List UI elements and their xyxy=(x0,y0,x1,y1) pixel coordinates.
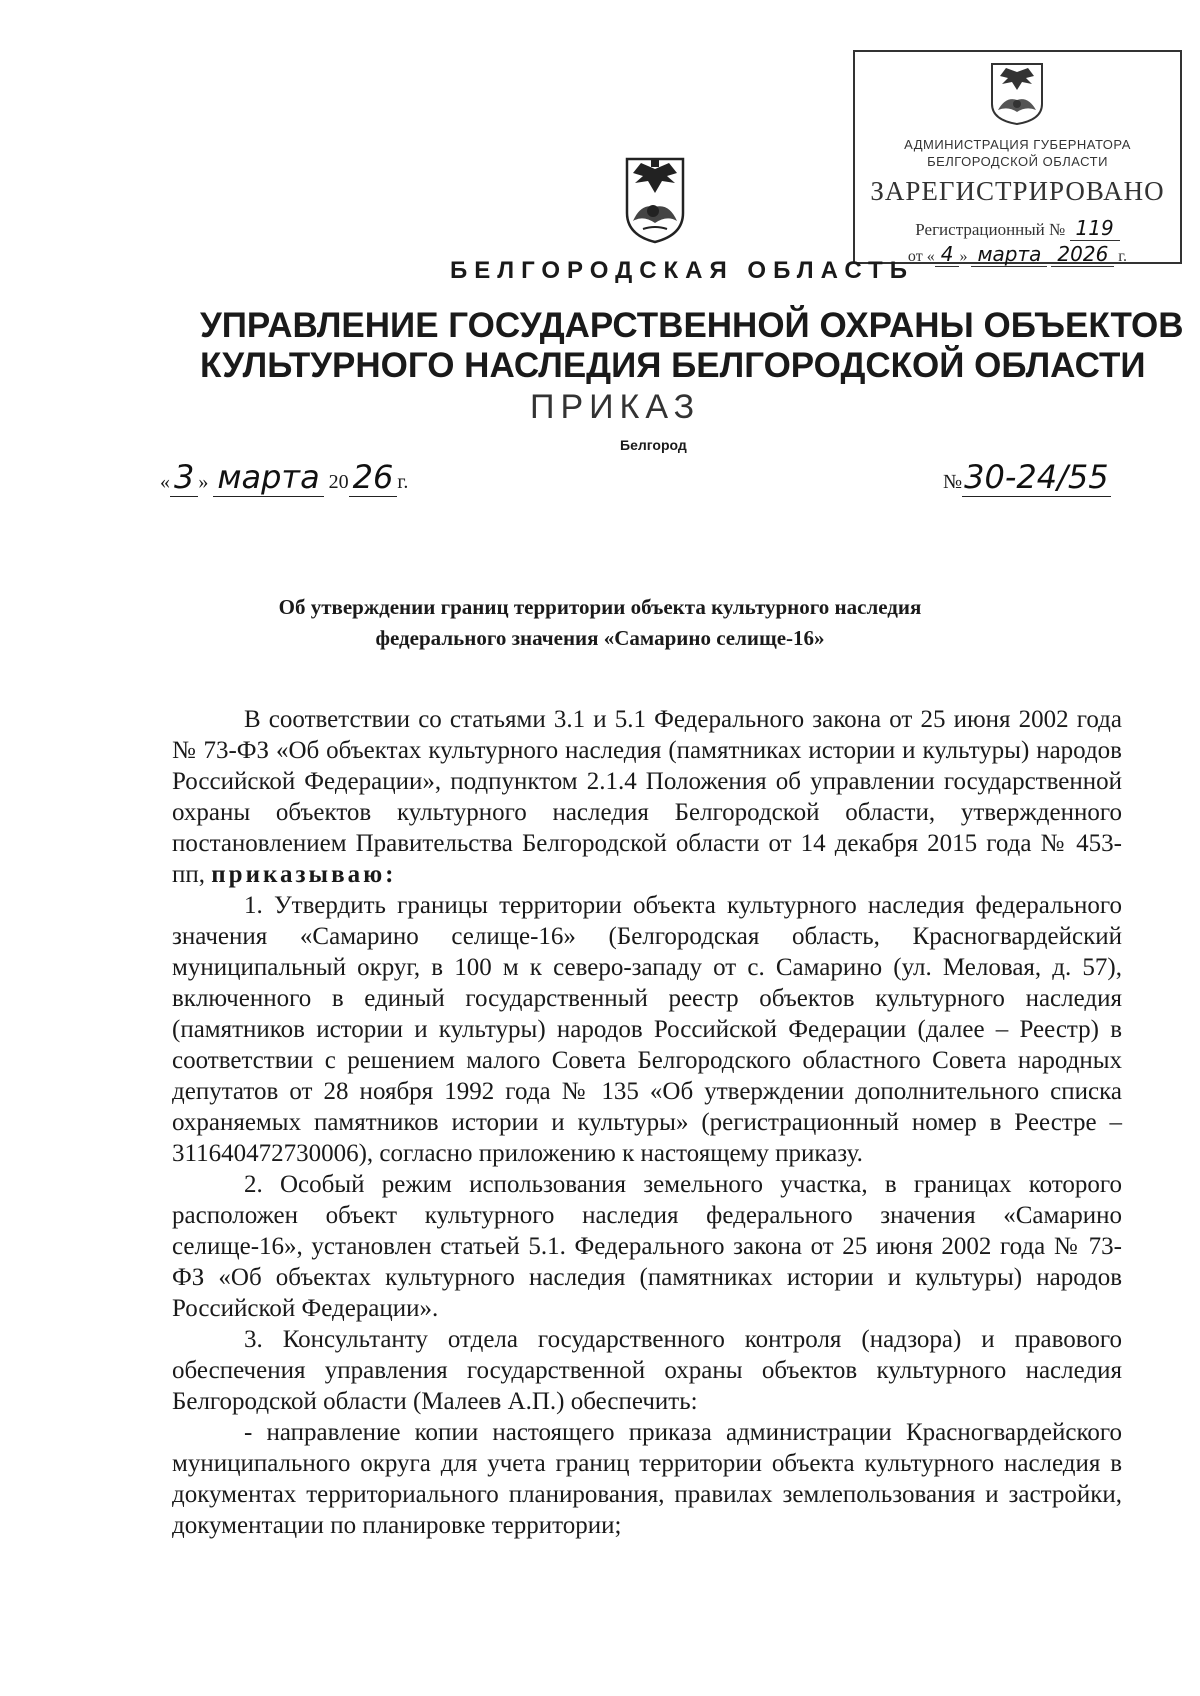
order-date-open: « xyxy=(160,471,170,493)
stamp-date-day: 4 xyxy=(935,242,960,267)
paragraph-item-1: 1. Утвердить границы территории объекта культурного наследия федерального значения «Самарино селище-16» (Белгородская область, Красногвардейский муниципальный округ, в 100 м к северо-западу от с. Самарино (ул. Меловая, д. 57), включенного в единый государственный реестр объектов культурного наследия (памятников истории и культуры) народов Российской Федерации (далее – Реестр) в соответствии с решением малого Совета Белгородского областного Совета народных депутатов от 28 ноября 1992 года № 135 «Об утверждении дополнительного списка охраняемых памятников истории и культуры» (регистрационный номер в Реестре – 311640472730006), согласно приложению к настоящему приказу. xyxy=(172,892,1122,1167)
stamp-date-prefix: от « xyxy=(907,248,935,265)
document-body xyxy=(172,704,1122,1541)
stamp-status: ЗАРЕГИСТРИРОВАНО xyxy=(870,176,1165,206)
stamp-org-line1: АДМИНИСТРАЦИЯ ГУБЕРНАТОРА xyxy=(904,137,1131,152)
title-line2: федерального значения «Самарино селище-16» xyxy=(375,626,825,650)
order-date xyxy=(160,458,408,496)
region-name: БЕЛГОРОДСКАЯ ОБЛАСТЬ xyxy=(450,257,914,284)
order-number-label: № xyxy=(943,471,963,493)
order-year-prefix: 20 xyxy=(328,471,349,493)
stamp-date-month: марта xyxy=(971,242,1047,267)
title-line1: Об утверждении границ территории объекта культурного наследия xyxy=(278,595,922,619)
document-title xyxy=(150,592,1050,654)
decree-word: приказываю: xyxy=(211,861,397,888)
order-month: марта xyxy=(213,458,323,497)
city: Белгород xyxy=(620,437,687,453)
coat-of-arms-icon xyxy=(623,155,687,245)
order-number-value: 30-24/55 xyxy=(964,458,1109,496)
department-line2: КУЛЬТУРНОГО НАСЛЕДИЯ БЕЛГОРОДСКОЙ ОБЛАСТИ xyxy=(200,346,1146,385)
doc-type: ПРИКАЗ xyxy=(530,388,701,426)
order-date-close: » xyxy=(198,471,209,493)
registration-stamp xyxy=(853,50,1182,264)
paragraph-item-2: 2. Особый режим использования земельного участка, в границах которого расположен объект культурного наследия федерального значения «Самарино селище-16», установлен статьей 5.1. Федерального закона от 25 июня 2002 года № 73-ФЗ «Об объектах культурного наследия (памятниках истории и культуры) народов Российской Федерации». xyxy=(172,1171,1122,1322)
order-year-suffix: 26 xyxy=(349,458,398,497)
stamp-date-mid: » xyxy=(959,248,968,265)
stamp-reg-label: Регистрационный № xyxy=(915,220,1066,239)
order-year-end: г. xyxy=(397,471,409,493)
order-number xyxy=(943,458,1111,496)
stamp-reg-number: 119 xyxy=(1070,216,1120,241)
paragraph-item-3-sub: - направление копии настоящего приказа администрации Красногвардейского муниципального округа для учета границ территории объекта культурного наследия в документах территориального планирования, правилах землепользования и застройки, документации по планировке территории; xyxy=(172,1419,1122,1539)
paragraph-item-3: 3. Консультанту отдела государственного контроля (надзора) и правового обеспечения управления государственной охраны объектов культурного наследия Белгородской области (Малеев А.П.) обеспечить: xyxy=(172,1326,1122,1415)
order-day: 3 xyxy=(170,458,198,497)
stamp-date-suffix: г. xyxy=(1118,248,1128,265)
stamp-date-year: 2026 xyxy=(1051,242,1114,267)
preamble-text: В соответствии со статьями 3.1 и 5.1 Федерального закона от 25 июня 2002 года № 73-ФЗ «Об объектах культурного наследия (памятниках истории и культуры) народов Российской Федерации», подпунктом 2.1.4 Положения об управлении государственной охраны объектов культурного наследия Белгородской области, утвержденного постановлением Правительства Белгородской области от 14 декабря 2015 года № 453-пп, xyxy=(172,706,1122,888)
stamp-org-line2: БЕЛГОРОДСКОЙ ОБЛАСТИ xyxy=(927,154,1108,169)
coat-of-arms-icon xyxy=(986,60,1048,126)
department-line1: УПРАВЛЕНИЕ ГОСУДАРСТВЕННОЙ ОХРАНЫ ОБЪЕКТОВ xyxy=(200,306,1184,345)
stamp-reg-line xyxy=(855,216,1180,240)
paragraph-preamble xyxy=(172,704,1122,890)
